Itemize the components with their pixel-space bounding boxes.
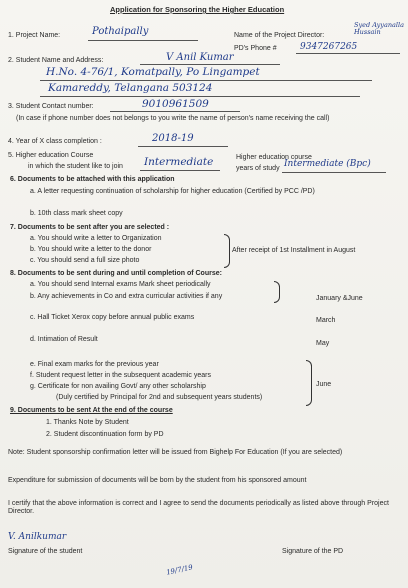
section-6-item-a: a. A letter requesting continuation of scholarship for higher education (Certified by PCC /PD) [30,188,315,195]
contact-label: 3. Student Contact number: [8,103,94,110]
section-8-efg-brace [306,360,312,406]
address-line-2: Kamareddy, Telangana 503124 [48,82,213,94]
section-8-c-when: March [316,317,336,324]
section-8-ab-brace [274,281,280,303]
section-9-heading: 9. Documents to be sent At the end of the course [10,407,173,414]
section-7-heading: 7. Documents to be sent after you are selected : [10,224,170,231]
director-name-label: Name of the Project Director: [234,32,325,39]
course-years-line [282,172,386,173]
section-8-item-c: c. Hall Ticket Xerox copy before annual public exams [30,314,195,321]
section-6-item-b: b. 10th class mark sheet copy [30,210,123,217]
student-name-value: V Anil Kumar [166,52,234,63]
student-name-line [140,64,280,65]
year-label: 4. Year of X class completion : [8,138,102,145]
course-label-2: in which the student like to join [28,163,123,170]
address-line-1-rule [40,80,372,81]
section-7-brace [224,234,230,268]
contact-line [110,111,240,112]
course-label-1: 5. Higher education Course [8,152,94,159]
course-years-label-1: Higher education course [236,154,312,161]
project-name-label: 1. Project Name: [8,32,61,39]
section-8-heading: 8. Documents to be sent during and until completion of Course: [10,270,222,277]
section-7-note: After receipt of 1st Installment in August [232,247,356,254]
student-name-label: 2. Student Name and Address: [8,57,104,64]
pd-phone-label: PD's Phone # [234,45,277,52]
section-8-efg-when: June [316,381,332,388]
pd-signature-date: 19/7/19 [165,563,194,577]
note-text: Note: Student sponsorship confirmation letter will be issued from Bighelp For Education (If you are selected) [8,449,343,456]
expenditure-text: Expenditure for submission of documents will be born by the student from his sponsored amount [8,477,307,484]
course-value: Intermediate [144,156,214,168]
section-7-item-c: c. You should send a full size photo [30,257,140,264]
section-8-item-e: e. Final exam marks for the previous year [30,361,159,368]
year-line [138,146,228,147]
project-name-line [88,40,198,41]
section-9-item-1: 1. Thanks Note by Student [46,419,129,426]
address-line-1: H.No. 4-76/1, Komatpally, Po Lingampet [46,66,260,78]
certify-text: I certify that the above information is correct and I agree to send the documents periodically as listed above through Project Director. [8,500,389,516]
course-years-value: Intermediate (Bpc) [284,159,371,169]
course-line [140,170,220,171]
section-8-item-g: g. Certificate for non availing Govt/ any other scholarship [30,383,206,390]
pd-phone-line [296,53,400,54]
year-value: 2018-19 [152,133,194,144]
form-title: Application for Sponsoring the Higher Education [110,5,285,14]
project-name-value: Pothaipally [92,26,149,37]
section-7-item-b: b. You should write a letter to the donor [30,246,152,253]
section-8-item-f: f. Student request letter in the subsequent academic years [30,372,211,379]
pd-signature-label: Signature of the PD [282,548,344,555]
section-8-item-g-note: (Duly certified by Principal for 2nd and subsequent years students) [56,394,263,401]
student-signature-label: Signature of the student [8,548,83,555]
section-8-item-b: b. Any achievements in Co and extra curricular activities if any [30,293,223,300]
pd-phone-value: 9347267265 [300,42,358,52]
section-8-item-a: a. You should send Internal exams Mark sheet periodically [30,281,211,288]
section-7-item-a: a. You should write a letter to Organization [30,235,162,242]
contact-note: (In case if phone number does not belongs to you write the name of person's name receiving the call) [16,115,330,122]
contact-value: 9010961509 [142,98,209,110]
section-9-item-2: 2. Student discontinuation form by PD [46,431,164,438]
director-name-value: Syed Ayyanalla Hussain [354,21,404,37]
section-8-item-d: d. Intimation of Result [30,336,98,343]
section-8-ab-when: January &June [316,295,363,302]
section-6-heading: 6. Documents to be attached with this application [10,176,175,183]
address-line-2-rule [40,96,360,97]
section-8-d-when: May [316,340,330,347]
student-signature: V. Anilkumar [8,532,67,542]
course-years-label-2: years of study [236,165,280,172]
